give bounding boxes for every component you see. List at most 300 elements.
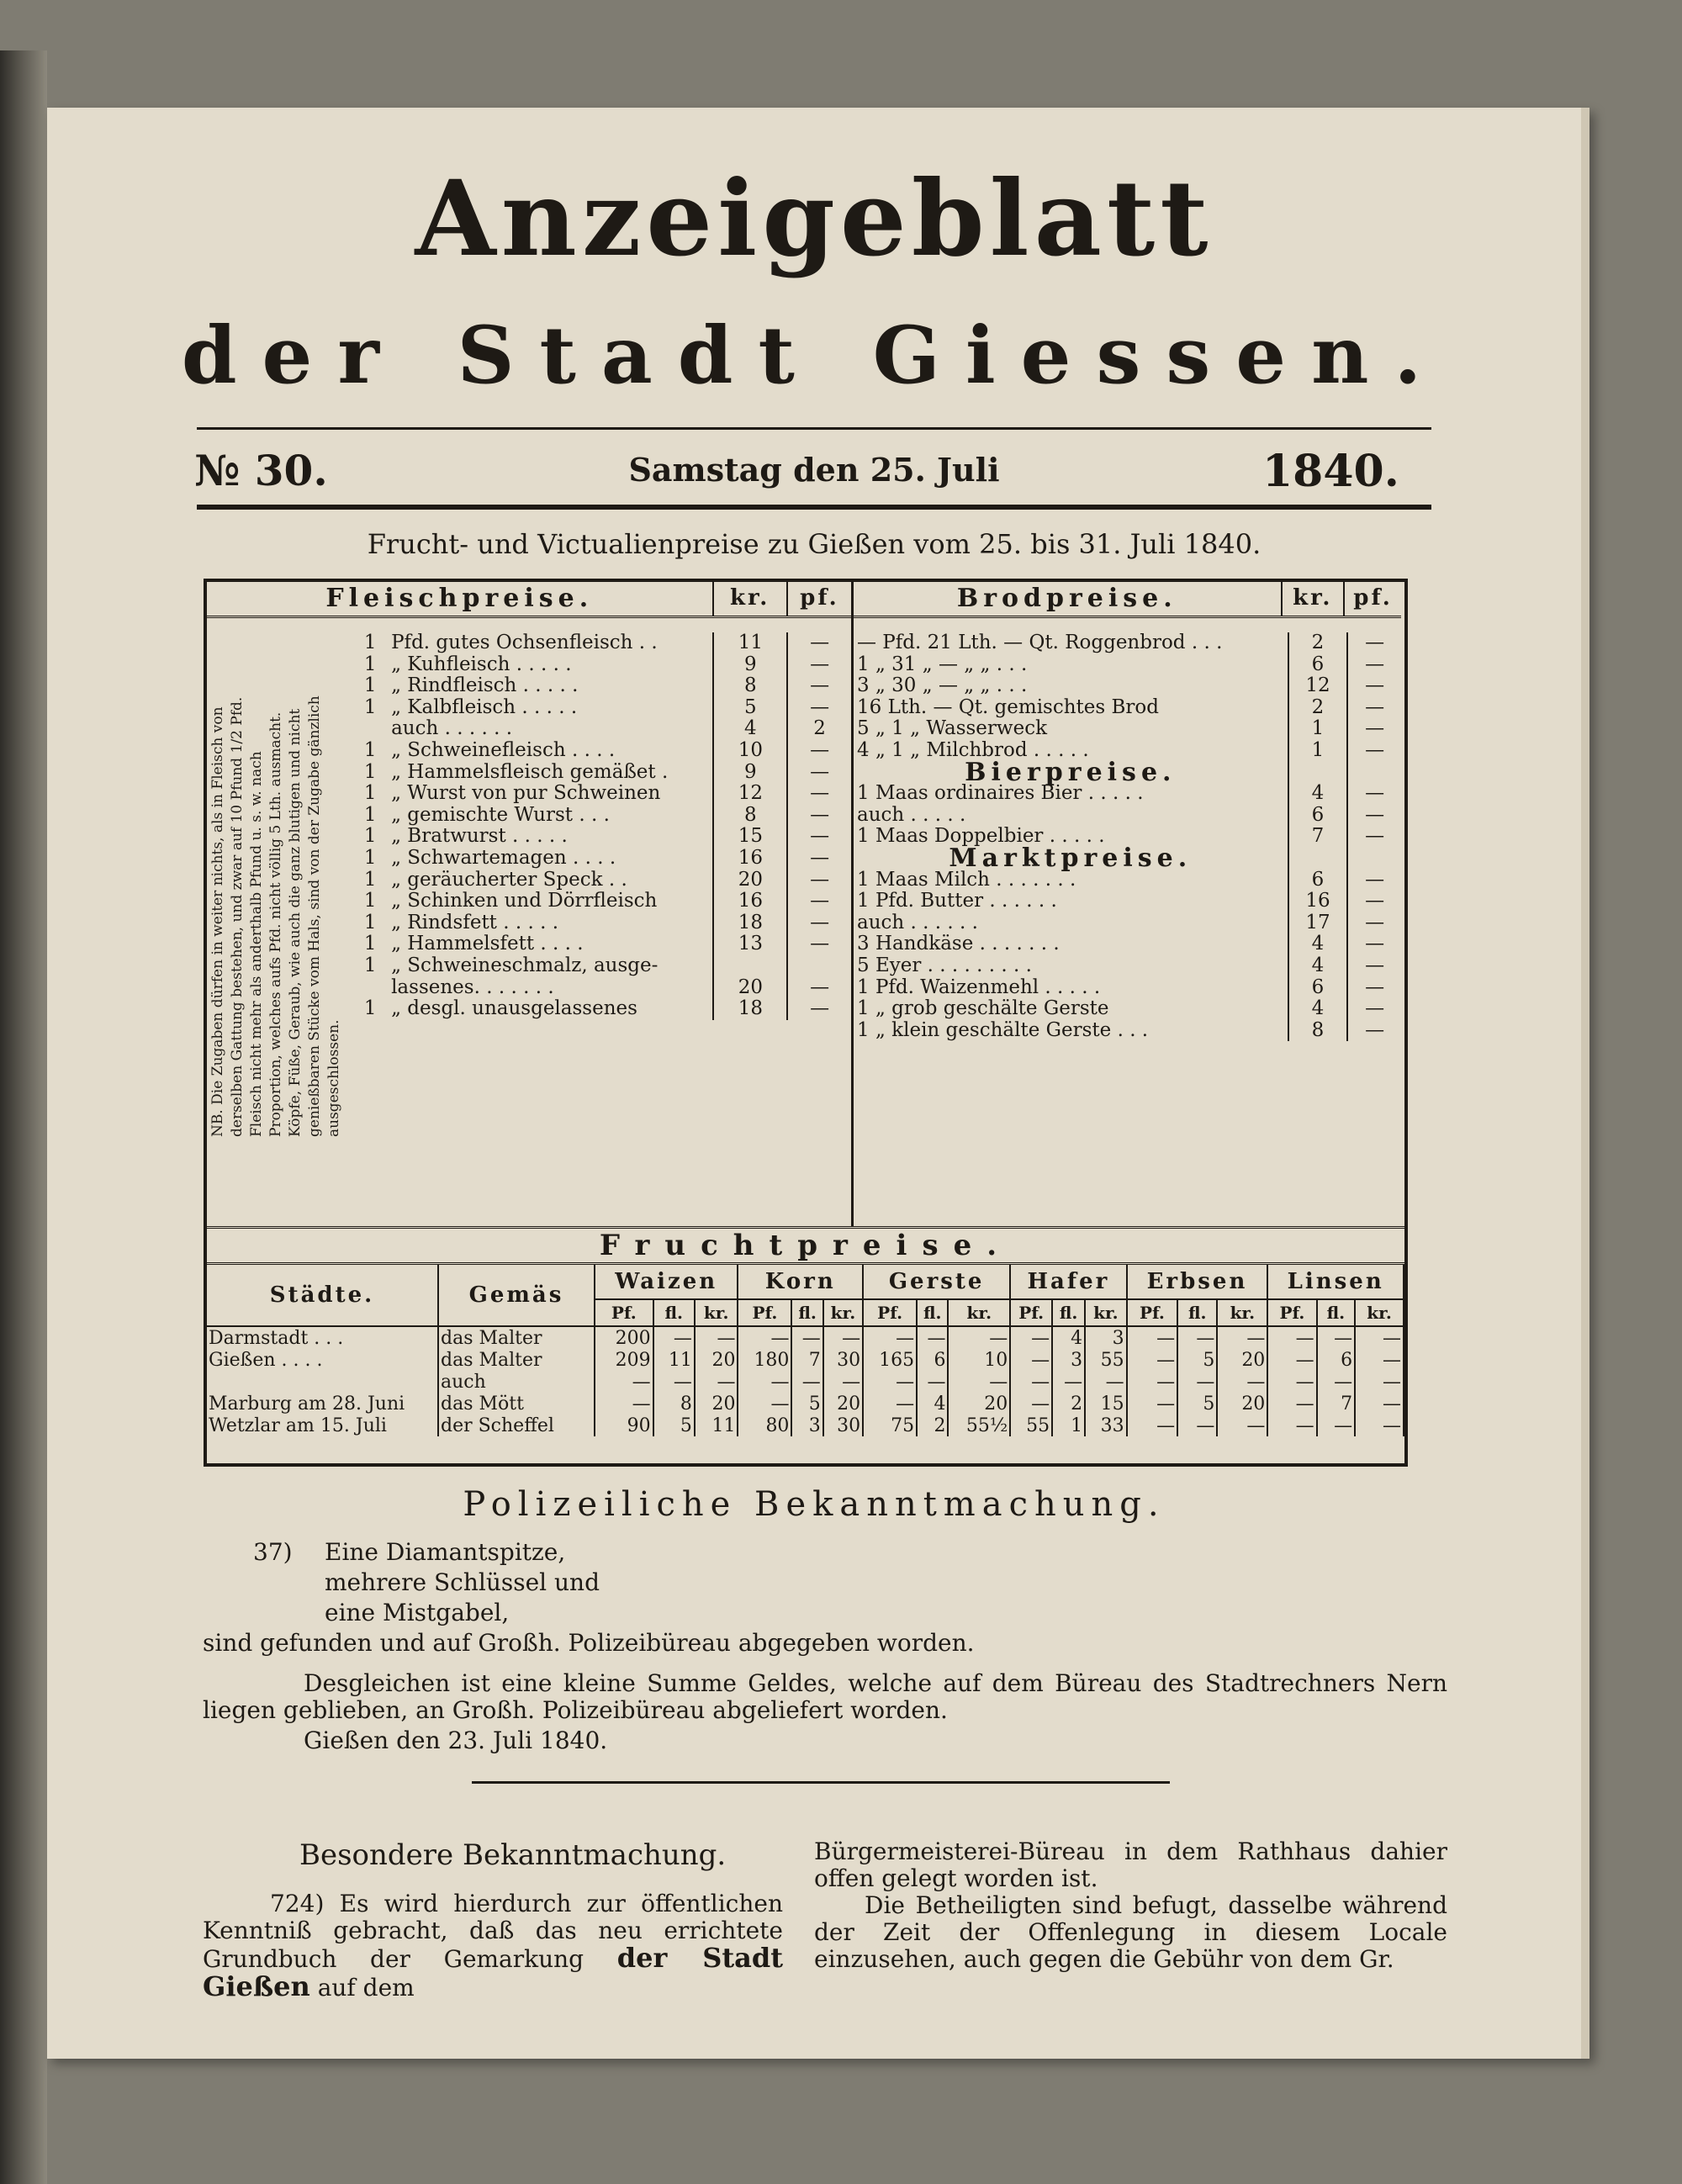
value-cell: 10 <box>948 1349 1010 1371</box>
column-header: Hafer <box>1010 1265 1126 1299</box>
value-cell: — <box>1355 1393 1404 1415</box>
qty-cell: 1 <box>363 782 377 805</box>
table-row <box>854 998 1401 1020</box>
table-row <box>207 1349 1404 1371</box>
value-cell: 80 <box>738 1415 791 1436</box>
value-cell: — <box>1267 1393 1316 1415</box>
qty-cell <box>352 977 388 999</box>
measure-cell: das Mött <box>438 1393 595 1415</box>
value-cell: — <box>1010 1393 1052 1415</box>
qty-cell: 1 <box>363 846 377 869</box>
value-cell: 20 <box>1217 1349 1267 1371</box>
pf-cell: — <box>1347 826 1401 848</box>
kr-cell: 6 <box>1288 870 1348 891</box>
table-row <box>207 891 851 912</box>
table-row <box>207 1326 1404 1349</box>
value-cell: — <box>948 1326 1010 1349</box>
column-header: Städte. <box>207 1265 438 1326</box>
item-cell: „ Hammelsfett . . . . <box>391 933 584 955</box>
spacer-cell <box>207 998 352 1020</box>
column-header: Korn <box>738 1265 863 1299</box>
qty-cell: 1 <box>363 868 377 891</box>
bier-title: Bierpreise. <box>965 757 1177 787</box>
qty-cell: 1 <box>363 760 377 783</box>
value-cell: 209 <box>595 1349 653 1371</box>
measure-cell: das Malter <box>438 1326 595 1349</box>
value-cell: 20 <box>695 1349 738 1371</box>
spacer-cell <box>207 870 352 891</box>
qty-cell: 1 <box>363 911 377 933</box>
table-row <box>854 977 1401 999</box>
pf-cell: — <box>1347 1020 1401 1042</box>
table-row <box>207 933 851 955</box>
measure-cell: der Scheffel <box>438 1415 595 1436</box>
value-cell: 6 <box>917 1349 948 1371</box>
besondere-right-column <box>814 1838 1447 1973</box>
value-cell: 3 <box>1085 1326 1126 1349</box>
value-cell: 3 <box>1052 1349 1085 1371</box>
value-cell: — <box>917 1371 948 1393</box>
value-cell: — <box>1355 1415 1404 1436</box>
qty-cell: 1 <box>363 803 377 826</box>
value-cell: 20 <box>823 1393 863 1415</box>
table-row <box>207 675 851 697</box>
item-cell: „ Kuhfleisch . . . . . <box>391 653 572 675</box>
kr-cell: 11 <box>713 632 787 654</box>
police-line-1: Eine Diamantspitze, <box>325 1538 566 1566</box>
value-cell: 2 <box>1052 1393 1085 1415</box>
kr-cell: 4 <box>1288 955 1348 977</box>
pf-cell: — <box>1347 912 1401 934</box>
spacer-cell <box>207 805 352 827</box>
pf-cell: — <box>787 977 851 999</box>
value-cell: — <box>863 1393 917 1415</box>
frucht-header-row <box>207 1265 1404 1299</box>
sub-header: fl. <box>653 1299 695 1326</box>
kr-cell: 4 <box>713 718 787 740</box>
city-cell: Wetzlar am 15. Juli <box>207 1415 438 1436</box>
value-cell: 5 <box>1177 1393 1217 1415</box>
table-row <box>207 826 851 848</box>
pf-cell: — <box>1347 783 1401 805</box>
value-cell: — <box>823 1326 863 1349</box>
value-cell: 1 <box>1052 1415 1085 1436</box>
kr-cell <box>1288 848 1348 870</box>
value-cell: — <box>823 1371 863 1393</box>
table-row <box>854 718 1401 740</box>
spacer-cell <box>207 912 352 934</box>
fleisch-title: Fleischpreise. <box>207 582 713 617</box>
table-row <box>854 805 1401 827</box>
qty-cell: 1 <box>363 933 377 955</box>
item-cell: „ Schwartemagen . . . . <box>391 846 616 869</box>
item-cell: „ Schweineschmalz, ausge- <box>391 954 659 976</box>
item-cell: „ Wurst von pur Schweinen <box>391 782 661 805</box>
pf-cell: — <box>787 632 851 654</box>
value-cell: — <box>695 1371 738 1393</box>
qty-cell: 1 <box>363 695 377 718</box>
value-cell: — <box>1317 1415 1355 1436</box>
table-row <box>207 955 851 977</box>
value-cell: 55½ <box>948 1415 1010 1436</box>
value-cell: — <box>1355 1371 1404 1393</box>
spacer-cell <box>207 654 352 676</box>
besondere-left-column <box>203 1891 783 2002</box>
spacer-cell <box>207 697 352 719</box>
value-cell: 7 <box>791 1349 822 1371</box>
sub-header: Pf. <box>1267 1299 1316 1326</box>
police-line-3: eine Mistgabel, <box>325 1599 510 1626</box>
issue-year: 1840. <box>1262 446 1399 497</box>
value-cell: — <box>863 1371 917 1393</box>
value-cell: 7 <box>1317 1393 1355 1415</box>
sub-header: kr. <box>823 1299 863 1326</box>
table-row <box>854 933 1401 955</box>
item-cell: „ Schinken und Dörrfleisch <box>391 890 658 912</box>
spacer-cell <box>207 955 352 977</box>
item-cell: „ Bratwurst . . . . . <box>391 825 568 848</box>
sub-header: kr. <box>1085 1299 1126 1326</box>
newspaper-page <box>47 108 1589 2059</box>
spacer-cell <box>207 718 352 740</box>
value-cell: — <box>1267 1415 1316 1436</box>
value-cell: 20 <box>1217 1393 1267 1415</box>
value-cell: — <box>738 1393 791 1415</box>
sub-header: fl. <box>1317 1299 1355 1326</box>
value-cell: — <box>1010 1326 1052 1349</box>
kr-cell: 20 <box>713 977 787 999</box>
value-cell: — <box>863 1326 917 1349</box>
pf-cell: — <box>1347 977 1401 999</box>
table-row <box>854 632 1401 654</box>
item-cell: „ Rindfleisch . . . . . <box>391 674 579 697</box>
table-row <box>207 632 851 654</box>
pf-cell: — <box>1347 955 1401 977</box>
kr-cell: 2 <box>1288 632 1348 654</box>
besondere-left-end: auf dem <box>317 1974 415 2002</box>
police-title: Polizeiliche Bekanntmachung. <box>463 1485 1166 1524</box>
kr-cell: 4 <box>1288 783 1348 805</box>
sub-header: kr. <box>948 1299 1010 1326</box>
value-cell: 5 <box>791 1393 822 1415</box>
value-cell: 55 <box>1085 1349 1126 1371</box>
kr-cell: 15 <box>713 826 787 848</box>
table-row <box>207 848 851 870</box>
sub-header: fl. <box>791 1299 822 1326</box>
sub-header: kr. <box>1217 1299 1267 1326</box>
spacer-cell <box>207 891 352 912</box>
qty-cell: 1 <box>363 890 377 912</box>
column-header: Linsen <box>1267 1265 1404 1299</box>
frucht-title: Fruchtpreise. <box>207 1226 1404 1265</box>
sub-header: Pf. <box>1010 1299 1052 1326</box>
value-cell: — <box>1127 1349 1178 1371</box>
value-cell: — <box>1085 1371 1126 1393</box>
item-cell: 4 „ 1 „ Milchbrod . . . . . <box>857 738 1089 761</box>
value-cell: 180 <box>738 1349 791 1371</box>
value-cell: 30 <box>823 1415 863 1436</box>
police-paragraph-2: Desgleichen ist eine kleine Summe Geldes, welche auf dem Büreau des Stadtrechners Nern liegen geblieben, an Großh. Polizeibüreau abgeliefert worden. <box>203 1669 1447 1724</box>
section-row <box>854 848 1401 870</box>
value-cell: — <box>1317 1371 1355 1393</box>
section-row <box>854 762 1401 784</box>
item-cell: 1 Maas Doppelbier . . . . . <box>857 825 1105 848</box>
pf-cell: — <box>787 740 851 762</box>
price-frame <box>204 579 1408 1467</box>
value-cell: 20 <box>948 1393 1010 1415</box>
pf-cell: — <box>1347 870 1401 891</box>
frucht-table <box>207 1265 1404 1436</box>
book-binding-edge <box>0 50 47 2184</box>
pf-cell <box>787 955 851 977</box>
brod-kr-header: kr. <box>1282 582 1345 617</box>
city-cell: Marburg am 28. Juni <box>207 1393 438 1415</box>
side-note-text: NB. Die Zugaben dürfen in weiter nichts, als in Fleisch von derselben Gattung bestehen, und zwar auf 10 Pfund 1/2 Pfd. Fleisch nicht mehr als anderthalb Pfund u. s. w. nach Proportion, welches aufs Pfd. nicht völlig 5 Lth. ausmacht. Köpfe, Füße, Geraub, wie auch die ganz blutigen und nicht genießbaren Stücke vom Hals, sind von der Zugabe gänzlich ausgeschlossen. <box>209 695 342 1137</box>
value-cell: — <box>1127 1371 1178 1393</box>
value-cell: — <box>1010 1371 1052 1393</box>
table-row <box>207 912 851 934</box>
kr-cell: 2 <box>1288 697 1348 719</box>
item-cell: „ gemischte Wurst . . . <box>391 803 610 826</box>
table-row <box>207 870 851 891</box>
spacer-cell <box>207 783 352 805</box>
item-cell: 3 Handkäse . . . . . . . <box>857 933 1060 955</box>
pf-cell: — <box>787 912 851 934</box>
value-cell: 4 <box>917 1393 948 1415</box>
value-cell: 75 <box>863 1415 917 1436</box>
kr-cell: 12 <box>713 783 787 805</box>
kr-cell: 4 <box>1288 933 1348 955</box>
pf-cell <box>1347 762 1401 784</box>
pf-cell: — <box>787 762 851 784</box>
table-row <box>854 697 1401 719</box>
value-cell: — <box>1052 1371 1085 1393</box>
masthead-subtitle: der Stadt Giessen. <box>181 309 1447 402</box>
besondere-left-text: 724) Es wird hierdurch zur öffentlichen Kenntniß gebracht, daß das neu errichtete Grundbuch der Gemarkung <box>203 1890 783 1973</box>
pf-cell: — <box>787 826 851 848</box>
table-row <box>207 718 851 740</box>
value-cell: — <box>1010 1349 1052 1371</box>
table-row <box>854 955 1401 977</box>
value-cell: 5 <box>653 1415 695 1436</box>
item-cell: 1 „ klein geschälte Gerste . . . <box>857 1018 1149 1041</box>
brod-title: Brodpreise. <box>854 582 1282 617</box>
item-cell: 1 Maas ordinaires Bier . . . . . <box>857 782 1144 805</box>
besondere-right-para-1: Bürgermeisterei-Büreau in dem Rathhaus dahier offen gelegt worden ist. <box>814 1838 1447 1892</box>
besondere-left-bold: der Stadt Gießen <box>203 1942 783 2002</box>
item-cell: „ desgl. unausgelassenes <box>391 997 637 1020</box>
item-cell: 16 Lth. — Qt. gemischtes Brod <box>857 695 1159 718</box>
masthead-rule-top <box>197 427 1431 430</box>
issue-number: № 30. <box>194 446 328 495</box>
pf-cell: — <box>787 933 851 955</box>
sub-header: fl. <box>1177 1299 1217 1326</box>
kr-cell: 6 <box>1288 805 1348 827</box>
value-cell: — <box>1267 1349 1316 1371</box>
spacer-cell <box>207 826 352 848</box>
table-row <box>854 912 1401 934</box>
besondere-right-para-2: Die Betheiligten sind befugt, dasselbe während der Zeit der Offenlegung in diesem Locale einzusehen, auch gegen die Gebühr von dem Gr. <box>814 1891 1447 1973</box>
table-row <box>207 1415 1404 1436</box>
pf-cell: — <box>1347 697 1401 719</box>
fleisch-rows <box>207 632 851 1020</box>
column-header: Erbsen <box>1127 1265 1268 1299</box>
pf-cell: — <box>787 783 851 805</box>
table-row <box>207 697 851 719</box>
column-header: Gerste <box>863 1265 1010 1299</box>
kr-cell: 16 <box>713 848 787 870</box>
value-cell: — <box>1127 1326 1178 1349</box>
value-cell: — <box>1177 1415 1217 1436</box>
kr-cell: 4 <box>1288 998 1348 1020</box>
police-number: 37) <box>253 1538 293 1566</box>
value-cell: 3 <box>791 1415 822 1436</box>
value-cell: 2 <box>917 1415 948 1436</box>
sub-header: Pf. <box>595 1299 653 1326</box>
value-cell: 5 <box>1177 1349 1217 1371</box>
value-cell: — <box>1177 1371 1217 1393</box>
kr-cell: 1 <box>1288 718 1348 740</box>
value-cell: — <box>791 1371 822 1393</box>
masthead-title: Anzeigeblatt <box>415 158 1214 280</box>
item-cell: lassenes. . . . . . . <box>391 976 554 998</box>
price-heading: Frucht- und Victualienpreise zu Gießen vom 25. bis 31. Juli 1840. <box>367 528 1262 560</box>
fleisch-pf-header: pf. <box>787 582 851 617</box>
value-cell: 55 <box>1010 1415 1052 1436</box>
value-cell: — <box>738 1326 791 1349</box>
table-row <box>207 783 851 805</box>
value-cell: — <box>791 1326 822 1349</box>
item-cell: „ Hammelsfleisch gemäßet . <box>391 760 669 783</box>
item-cell: 1 Pfd. Butter . . . . . . <box>857 890 1057 912</box>
kr-cell: 13 <box>713 933 787 955</box>
kr-cell: 7 <box>1288 826 1348 848</box>
value-cell: — <box>1177 1326 1217 1349</box>
item-cell: „ Kalbfleisch . . . . . <box>391 695 578 718</box>
brod-table <box>854 582 1401 618</box>
kr-cell: 17 <box>1288 912 1348 934</box>
pf-cell: — <box>787 675 851 697</box>
measure-cell: auch <box>438 1371 595 1393</box>
table-row <box>854 891 1401 912</box>
pf-cell: 2 <box>787 718 851 740</box>
pf-cell: — <box>787 891 851 912</box>
kr-cell: 12 <box>1288 675 1348 697</box>
item-cell: 5 „ 1 „ Wasserweck <box>857 717 1048 740</box>
table-row <box>207 1371 1404 1393</box>
markt-title: Marktpreise. <box>949 843 1193 873</box>
value-cell: 30 <box>823 1349 863 1371</box>
value-cell: — <box>948 1371 1010 1393</box>
sub-header: Pf. <box>738 1299 791 1326</box>
spacer-cell <box>207 762 352 784</box>
masthead-rule-bottom <box>197 505 1431 510</box>
sub-header: fl. <box>917 1299 948 1326</box>
value-cell: 15 <box>1085 1393 1126 1415</box>
qty-cell: 1 <box>363 653 377 675</box>
item-cell: 1 „ grob geschälte Gerste <box>857 997 1109 1020</box>
fleisch-table <box>207 582 851 618</box>
table-row <box>854 675 1401 697</box>
kr-cell: 18 <box>713 912 787 934</box>
value-cell: — <box>1217 1415 1267 1436</box>
table-row <box>207 805 851 827</box>
value-cell: — <box>1127 1393 1178 1415</box>
table-row <box>854 1020 1401 1042</box>
pf-cell: — <box>787 697 851 719</box>
value-cell: — <box>653 1326 695 1349</box>
sub-header: kr. <box>695 1299 738 1326</box>
item-cell: „ geräucherter Speck . . <box>391 868 627 891</box>
value-cell: — <box>1317 1326 1355 1349</box>
value-cell: — <box>1127 1415 1178 1436</box>
kr-cell: 9 <box>713 654 787 676</box>
value-cell: 11 <box>653 1349 695 1371</box>
value-cell: 11 <box>695 1415 738 1436</box>
value-cell: 200 <box>595 1326 653 1349</box>
column-header: Gemäs <box>438 1265 595 1326</box>
qty-cell: 1 <box>363 738 377 761</box>
spacer-cell <box>207 740 352 762</box>
value-cell: — <box>738 1371 791 1393</box>
value-cell: 90 <box>595 1415 653 1436</box>
pf-cell: — <box>1347 654 1401 676</box>
pf-cell: — <box>1347 632 1401 654</box>
table-row <box>854 783 1401 805</box>
value-cell: — <box>695 1326 738 1349</box>
pf-cell: — <box>1347 718 1401 740</box>
item-cell: auch . . . . . . <box>391 717 513 740</box>
pf-cell: — <box>1347 740 1401 762</box>
item-cell: auch . . . . . . <box>857 911 978 933</box>
pf-cell: — <box>787 998 851 1020</box>
value-cell: — <box>1267 1371 1316 1393</box>
spacer-cell <box>207 848 352 870</box>
value-cell: — <box>1267 1326 1316 1349</box>
qty-cell: 1 <box>363 825 377 848</box>
value-cell: 6 <box>1317 1349 1355 1371</box>
kr-cell: 9 <box>713 762 787 784</box>
value-cell: — <box>1355 1349 1404 1371</box>
police-line-4: sind gefunden und auf Großh. Polizeibüreau abgegeben worden. <box>203 1629 975 1657</box>
kr-cell: 16 <box>713 891 787 912</box>
brod-rows <box>854 632 1401 1041</box>
city-cell <box>207 1371 438 1393</box>
value-cell: 8 <box>653 1393 695 1415</box>
pf-cell: — <box>1347 933 1401 955</box>
kr-cell: 6 <box>1288 977 1348 999</box>
value-cell: 165 <box>863 1349 917 1371</box>
pf-cell: — <box>787 848 851 870</box>
spacer-cell <box>207 675 352 697</box>
kr-cell: 10 <box>713 740 787 762</box>
pf-cell: — <box>1347 998 1401 1020</box>
sub-header: kr. <box>1355 1299 1404 1326</box>
kr-cell: 6 <box>1288 654 1348 676</box>
pf-cell: — <box>1347 675 1401 697</box>
kr-cell: 8 <box>713 675 787 697</box>
police-line-2: mehrere Schlüssel und <box>325 1568 600 1596</box>
table-row <box>207 762 851 784</box>
sub-header: Pf. <box>1127 1299 1178 1326</box>
item-cell: — Pfd. 21 Lth. — Qt. Roggenbrod . . . <box>857 632 1223 653</box>
police-signoff: Gießen den 23. Juli 1840. <box>304 1727 608 1754</box>
fleisch-kr-header: kr. <box>713 582 787 617</box>
value-cell: 20 <box>695 1393 738 1415</box>
item-cell: 1 „ 31 „ — „ „ . . . <box>857 653 1028 675</box>
kr-cell: 18 <box>713 998 787 1020</box>
pf-cell: — <box>1347 805 1401 827</box>
